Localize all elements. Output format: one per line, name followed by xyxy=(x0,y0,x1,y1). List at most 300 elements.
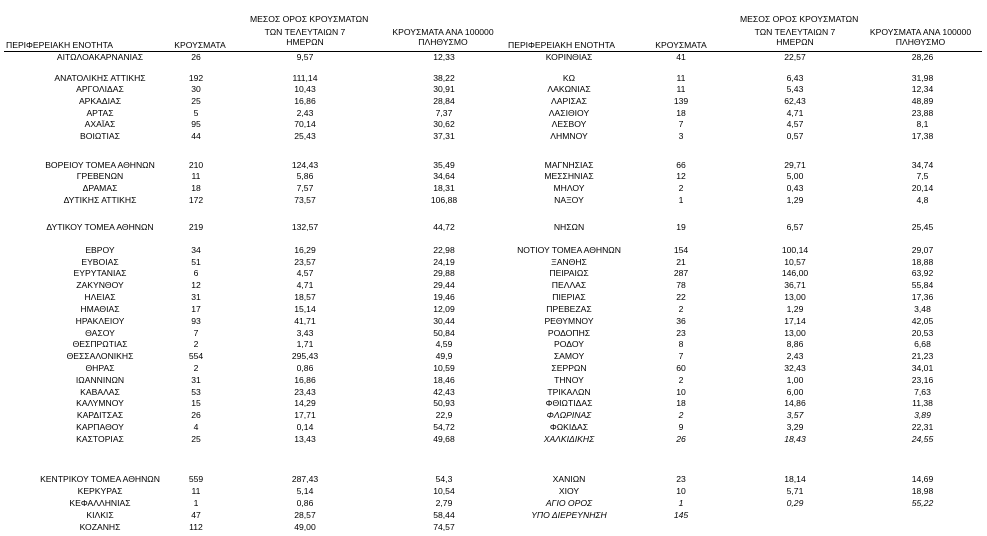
cell-avg7: 0,57 xyxy=(786,131,804,141)
cell-cases: 210 xyxy=(188,160,204,170)
right-table-row xyxy=(0,195,987,206)
cell-per100k: 30,44 xyxy=(433,316,455,326)
cell-per100k: 28,26 xyxy=(911,52,934,62)
cell-name: ΕΥΒΟΙΑΣ xyxy=(81,257,119,267)
cell-name: ΜΕΣΣΗΝΙΑΣ xyxy=(544,171,594,181)
cell-name: ΕΒΡΟΥ xyxy=(85,245,115,255)
cell-cases: 30 xyxy=(191,84,201,94)
header-avg7-line2: ΤΩΝ ΤΕΛΕΥΤΑΙΩΝ 7 xyxy=(264,27,346,37)
cell-per100k: 20,53 xyxy=(911,328,934,338)
cell-per100k: 2,79 xyxy=(435,498,453,508)
cell-avg7: 0,43 xyxy=(786,183,804,193)
cell-per100k: 37,31 xyxy=(433,131,455,141)
cell-cases: 172 xyxy=(188,195,204,205)
cell-cases: 219 xyxy=(188,222,204,232)
right-table-row xyxy=(0,131,987,142)
cell-cases: 11 xyxy=(191,171,201,181)
cell-per100k: 22,98 xyxy=(433,245,455,255)
cell-per100k: 18,98 xyxy=(911,486,934,496)
cell-cases: 145 xyxy=(673,510,689,520)
cell-name: ΠΡΕΒΕΖΑΣ xyxy=(546,304,592,314)
cell-per100k: 49,9 xyxy=(435,351,453,361)
cell-avg7: 62,43 xyxy=(784,96,806,106)
cell-avg7: 14,86 xyxy=(784,398,806,408)
cell-avg7: 0,14 xyxy=(296,422,314,432)
cell-name: ΝΗΣΩΝ xyxy=(553,222,585,232)
right-table-row xyxy=(0,84,987,95)
cell-cases: 19 xyxy=(676,222,686,232)
cell-cases: 11 xyxy=(676,73,686,83)
cell-avg7: 8,86 xyxy=(786,339,804,349)
cell-cases: 10 xyxy=(676,387,686,397)
cell-cases: 192 xyxy=(188,73,204,83)
cell-per100k: 30,91 xyxy=(433,84,455,94)
cell-cases: 25 xyxy=(191,434,201,444)
header-avg7-right xyxy=(740,14,859,47)
cell-cases: 2 xyxy=(678,304,684,314)
right-table-row xyxy=(0,304,987,315)
header-per100k-right xyxy=(858,27,983,47)
cell-name: ΣΕΡΡΩΝ xyxy=(551,363,587,373)
cell-avg7: 22,57 xyxy=(784,52,806,62)
cell-cases: 1 xyxy=(193,498,199,508)
cell-name: ΛΑΣΙΘΙΟΥ xyxy=(548,108,590,118)
header-region-right: ΠΕΡΙΦΕΡΕΙΑΚΗ ΕΝΟΤΗΤΑ xyxy=(508,40,615,50)
cell-cases: 93 xyxy=(191,316,201,326)
cell-avg7: 3,43 xyxy=(296,328,314,338)
cell-per100k: 28,84 xyxy=(433,96,455,106)
cell-avg7: 3,29 xyxy=(786,422,804,432)
right-table-row xyxy=(0,96,987,107)
cell-cases: 78 xyxy=(676,280,686,290)
cell-cases: 36 xyxy=(676,316,686,326)
header-region-left: ΠΕΡΙΦΕΡΕΙΑΚΗ ΕΝΟΤΗΤΑ xyxy=(6,40,113,50)
cell-cases: 8 xyxy=(678,339,684,349)
cell-per100k: 31,98 xyxy=(911,73,934,83)
right-table-row xyxy=(0,280,987,291)
cell-cases: 559 xyxy=(188,474,204,484)
cell-cases: 18 xyxy=(676,108,686,118)
header-per100k-line1: ΚΡΟΥΣΜΑΤΑ ΑΝΑ 100000 xyxy=(392,27,494,37)
cell-avg7: 4,71 xyxy=(786,108,804,118)
cell-cases: 31 xyxy=(191,292,201,302)
cell-avg7: 1,29 xyxy=(786,304,804,314)
cell-name: ΡΟΔΟΠΗΣ xyxy=(547,328,591,338)
cell-name: ΔΥΤΙΚΗΣ ΑΤΤΙΚΗΣ xyxy=(63,195,137,205)
cell-cases: 2 xyxy=(193,339,199,349)
cell-per100k: 42,43 xyxy=(433,387,455,397)
cell-avg7: 5,14 xyxy=(296,486,314,496)
cell-cases: 22 xyxy=(676,292,686,302)
cell-cases: 12 xyxy=(676,171,686,181)
cell-avg7: 15,14 xyxy=(294,304,316,314)
cell-per100k: 18,46 xyxy=(433,375,455,385)
cell-per100k: 23,88 xyxy=(911,108,934,118)
cell-name: ΛΕΣΒΟΥ xyxy=(551,119,587,129)
cell-per100k: 44,72 xyxy=(433,222,455,232)
cell-name: ΧΙΟΥ xyxy=(558,486,580,496)
right-table-row xyxy=(0,486,987,497)
cell-avg7: 6,57 xyxy=(786,222,804,232)
cell-avg7: 0,86 xyxy=(296,363,314,373)
cell-cases: 60 xyxy=(676,363,686,373)
right-table-row xyxy=(0,245,987,256)
cell-per100k: 8,1 xyxy=(916,119,929,129)
cell-per100k: 50,93 xyxy=(433,398,455,408)
right-table-row xyxy=(0,387,987,398)
cell-cases: 5 xyxy=(193,108,199,118)
cell-per100k: 12,34 xyxy=(911,84,934,94)
cell-name: ΚΑΣΤΟΡΙΑΣ xyxy=(76,434,124,444)
cell-cases: 18 xyxy=(676,398,686,408)
cell-per100k: 74,57 xyxy=(433,522,455,532)
cell-cases: 3 xyxy=(678,131,684,141)
cell-per100k: 25,45 xyxy=(911,222,934,232)
cell-cases: 26 xyxy=(191,410,201,420)
cell-name: ΕΥΡΥΤΑΝΙΑΣ xyxy=(73,268,127,278)
cell-name: ΑΧΑΪΑΣ xyxy=(84,119,116,129)
cell-name: ΚΕΝΤΡΙΚΟΥ ΤΟΜΕΑ ΑΘΗΝΩΝ xyxy=(40,474,160,484)
cell-per100k: 6,68 xyxy=(914,339,931,349)
cell-per100k: 19,46 xyxy=(433,292,455,302)
cell-name: ΗΜΑΘΙΑΣ xyxy=(80,304,120,314)
right-table-row xyxy=(0,292,987,303)
cell-name: ΦΩΚΙΔΑΣ xyxy=(549,422,589,432)
cell-avg7: 13,43 xyxy=(294,434,316,444)
header-avg7-line1: ΜΕΣΟΣ ΟΡΟΣ ΚΡΟΥΣΜΑΤΩΝ xyxy=(250,14,369,24)
cell-per100k: 42,05 xyxy=(911,316,934,326)
cell-cases: 7 xyxy=(193,328,199,338)
cell-name: ΝΑΞΟΥ xyxy=(554,195,584,205)
header-cases-left: ΚΡΟΥΣΜΑΤΑ xyxy=(174,40,226,50)
cell-name: ΑΡΓΟΛΙΔΑΣ xyxy=(76,84,124,94)
cell-name: ΛΗΜΝΟΥ xyxy=(550,131,588,141)
cell-avg7: 17,14 xyxy=(784,316,806,326)
cell-avg7: 25,43 xyxy=(294,131,316,141)
cell-avg7: 0,29 xyxy=(786,498,804,508)
right-table-row xyxy=(0,363,987,374)
cell-per100k: 29,44 xyxy=(433,280,455,290)
cell-cases: 287 xyxy=(673,268,689,278)
cell-per100k: 106,88 xyxy=(430,195,458,205)
cell-avg7: 7,57 xyxy=(296,183,314,193)
cell-avg7: 16,86 xyxy=(294,96,316,106)
cell-name: ΘΕΣΠΡΩΤΙΑΣ xyxy=(72,339,128,349)
cell-per100k: 18,88 xyxy=(911,257,934,267)
header-per100k-line1: ΚΡΟΥΣΜΑΤΑ ΑΝΑ 100000 xyxy=(869,27,972,37)
cell-per100k: 50,84 xyxy=(433,328,455,338)
cell-cases: 1 xyxy=(678,498,684,508)
cell-avg7: 4,57 xyxy=(296,268,314,278)
cell-name: ΡΟΔΟΥ xyxy=(554,339,584,349)
cell-cases: 21 xyxy=(676,257,686,267)
cell-name: ΚΑΛΥΜΝΟΥ xyxy=(76,398,124,408)
cell-per100k: 7,63 xyxy=(914,387,931,397)
cell-avg7: 5,86 xyxy=(296,171,314,181)
cell-name: ΦΛΩΡΙΝΑΣ xyxy=(546,410,592,420)
header-avg7-line3: ΗΜΕΡΩΝ xyxy=(286,37,324,47)
cell-name: ΚΟΡΙΝΘΙΑΣ xyxy=(545,52,593,62)
cell-name: ΚΑΒΑΛΑΣ xyxy=(80,387,120,397)
cell-avg7: 23,43 xyxy=(294,387,316,397)
cell-per100k: 30,62 xyxy=(433,119,455,129)
cell-cases: 7 xyxy=(678,119,684,129)
cell-cases: 11 xyxy=(191,486,201,496)
cell-avg7: 5,00 xyxy=(786,171,804,181)
cell-name: ΘΗΡΑΣ xyxy=(85,363,115,373)
cell-per100k: 4,8 xyxy=(916,195,929,205)
right-table-row xyxy=(0,73,987,84)
cell-name: ΤΗΝΟΥ xyxy=(554,375,584,385)
cell-avg7: 0,86 xyxy=(296,498,314,508)
cell-name: ΚΟΖΑΝΗΣ xyxy=(79,522,121,532)
cell-cases: 139 xyxy=(673,96,689,106)
cell-name: ΗΛΕΙΑΣ xyxy=(84,292,116,302)
cell-name: ΛΑΡΙΣΑΣ xyxy=(551,96,587,106)
cell-avg7: 41,71 xyxy=(294,316,316,326)
cell-name: ΓΡΕΒΕΝΩΝ xyxy=(76,171,124,181)
cell-name: ΚΕΡΚΥΡΑΣ xyxy=(77,486,123,496)
cell-avg7: 6,00 xyxy=(786,387,804,397)
cell-cases: 26 xyxy=(676,434,686,444)
cell-cases: 53 xyxy=(191,387,201,397)
cell-name: ΞΑΝΘΗΣ xyxy=(551,257,587,267)
cell-avg7: 16,29 xyxy=(294,245,316,255)
cell-per100k: 34,01 xyxy=(911,363,934,373)
cell-name: ΠΕΙΡΑΙΩΣ xyxy=(549,268,589,278)
cell-cases: 17 xyxy=(191,304,201,314)
cell-cases: 7 xyxy=(678,351,684,361)
right-table-row xyxy=(0,339,987,350)
cell-avg7: 124,43 xyxy=(291,160,319,170)
cell-avg7: 10,43 xyxy=(294,84,316,94)
cell-name: ΠΙΕΡΙΑΣ xyxy=(552,292,586,302)
cell-cases: 44 xyxy=(191,131,201,141)
cell-per100k: 38,22 xyxy=(433,73,455,83)
cell-avg7: 3,57 xyxy=(786,410,804,420)
cell-name: ΖΑΚΥΝΘΟΥ xyxy=(76,280,124,290)
cell-per100k: 7,37 xyxy=(435,108,453,118)
cell-cases: 2 xyxy=(678,375,684,385)
right-table-row xyxy=(0,119,987,130)
cell-per100k: 63,92 xyxy=(911,268,934,278)
cell-per100k: 17,36 xyxy=(911,292,934,302)
cell-per100k: 10,54 xyxy=(433,486,455,496)
right-table-row xyxy=(0,410,987,421)
cell-avg7: 1,00 xyxy=(786,375,804,385)
cell-per100k: 11,38 xyxy=(912,398,933,408)
right-table-row xyxy=(0,316,987,327)
cell-name: ΑΡΚΑΔΙΑΣ xyxy=(78,96,122,106)
header-avg7-left xyxy=(250,14,369,47)
cell-name: ΜΗΛΟΥ xyxy=(553,183,585,193)
cell-name: ΣΑΜΟΥ xyxy=(553,351,585,361)
cell-cases: 41 xyxy=(676,52,686,62)
cell-name: ΚΑΡΠΑΘΟΥ xyxy=(76,422,124,432)
right-table-row xyxy=(0,422,987,433)
cell-avg7: 49,00 xyxy=(294,522,316,532)
cell-per100k: 4,59 xyxy=(435,339,453,349)
cell-avg7: 9,57 xyxy=(296,52,314,62)
cell-cases: 154 xyxy=(673,245,689,255)
cell-avg7: 100,14 xyxy=(781,245,809,255)
cell-name: ΦΘΙΩΤΙΔΑΣ xyxy=(545,398,593,408)
cell-name: ΧΑΛΚΙΔΙΚΗΣ xyxy=(543,434,595,444)
cell-cases: 9 xyxy=(678,422,684,432)
cell-cases: 23 xyxy=(676,328,686,338)
cell-per100k: 12,09 xyxy=(433,304,455,314)
cell-name: ΧΑΝΙΩΝ xyxy=(552,474,586,484)
cell-name: ΘΕΣΣΑΛΟΝΙΚΗΣ xyxy=(66,351,134,361)
cell-cases: 554 xyxy=(188,351,204,361)
cell-cases: 1 xyxy=(678,195,684,205)
cell-name: ΑΝΑΤΟΛΙΚΗΣ ΑΤΤΙΚΗΣ xyxy=(54,73,146,83)
cell-per100k: 49,68 xyxy=(433,434,455,444)
cell-name: ΗΡΑΚΛΕΙΟΥ xyxy=(75,316,125,326)
cell-per100k: 24,19 xyxy=(433,257,455,267)
right-table-row xyxy=(0,474,987,485)
cell-cases: 12 xyxy=(191,280,201,290)
right-table-row xyxy=(0,108,987,119)
cell-avg7: 18,57 xyxy=(294,292,316,302)
header-per100k-line2: ΠΛΗΘΥΣΜΟ xyxy=(895,37,946,47)
cell-cases: 66 xyxy=(676,160,686,170)
right-table-row xyxy=(0,498,987,509)
cell-avg7: 13,00 xyxy=(784,328,806,338)
cell-per100k: 22,9 xyxy=(435,410,453,420)
right-table-row xyxy=(0,222,987,233)
right-table-row xyxy=(0,257,987,268)
cell-avg7: 1,29 xyxy=(786,195,804,205)
cell-name: ΚΕΦΑΛΛΗΝΙΑΣ xyxy=(69,498,131,508)
cell-cases: 6 xyxy=(193,268,199,278)
header-avg7-line2: ΤΩΝ ΤΕΛΕΥΤΑΙΩΝ 7 xyxy=(754,27,836,37)
cell-cases: 112 xyxy=(189,522,203,532)
cell-avg7: 10,57 xyxy=(784,257,806,267)
cell-per100k: 54,3 xyxy=(435,474,453,484)
cell-avg7: 146,00 xyxy=(781,268,809,278)
right-table-row xyxy=(0,510,987,521)
cell-avg7: 29,71 xyxy=(784,160,806,170)
right-table-row xyxy=(0,375,987,386)
cell-per100k: 54,72 xyxy=(433,422,455,432)
cell-per100k: 20,14 xyxy=(911,183,934,193)
cell-avg7: 1,71 xyxy=(296,339,314,349)
cell-avg7: 295,43 xyxy=(291,351,319,361)
cell-cases: 2 xyxy=(678,410,684,420)
cell-per100k: 34,64 xyxy=(433,171,455,181)
cell-avg7: 18,43 xyxy=(784,434,806,444)
cell-avg7: 5,43 xyxy=(786,84,804,94)
cell-avg7: 16,86 xyxy=(294,375,316,385)
cell-per100k: 35,49 xyxy=(433,160,455,170)
cell-name: ΚΑΡΔΙΤΣΑΣ xyxy=(76,410,124,420)
cell-avg7: 6,43 xyxy=(786,73,804,83)
cell-per100k: 14,69 xyxy=(911,474,934,484)
right-table-row xyxy=(0,268,987,279)
cell-avg7: 28,57 xyxy=(294,510,316,520)
cell-per100k: 7,5 xyxy=(916,171,929,181)
header-per100k-line2: ΠΛΗΘΥΣΜΟ xyxy=(418,37,468,47)
cell-cases: 51 xyxy=(191,257,201,267)
cell-per100k: 55,22 xyxy=(911,498,934,508)
cell-name: ΔΡΑΜΑΣ xyxy=(82,183,118,193)
right-table-row xyxy=(0,434,987,445)
cell-name: ΜΑΓΝΗΣΙΑΣ xyxy=(544,160,594,170)
cell-avg7: 111,14 xyxy=(292,73,318,83)
right-table-row xyxy=(0,398,987,409)
header-avg7-line1: ΜΕΣΟΣ ΟΡΟΣ ΚΡΟΥΣΜΑΤΩΝ xyxy=(740,14,859,24)
cell-cases: 4 xyxy=(193,422,199,432)
cell-cases: 25 xyxy=(191,96,201,106)
right-table-row xyxy=(0,171,987,182)
right-table-row xyxy=(0,52,987,63)
cell-avg7: 23,57 xyxy=(294,257,316,267)
cell-per100k: 22,31 xyxy=(911,422,934,432)
cell-cases: 10 xyxy=(676,486,686,496)
cell-cases: 2 xyxy=(678,183,684,193)
cell-cases: 11 xyxy=(676,84,686,94)
cell-per100k: 55,84 xyxy=(911,280,934,290)
cell-cases: 15 xyxy=(191,398,201,408)
cell-per100k: 29,07 xyxy=(911,245,934,255)
cell-per100k: 24,55 xyxy=(911,434,934,444)
cell-name: ΘΑΣΟΥ xyxy=(85,328,115,338)
cell-avg7: 17,71 xyxy=(294,410,316,420)
cell-per100k: 48,89 xyxy=(911,96,934,106)
cell-avg7: 14,29 xyxy=(294,398,316,408)
cell-per100k: 3,89 xyxy=(914,410,931,420)
cell-name: ΠΕΛΛΑΣ xyxy=(551,280,587,290)
cell-name: ΒΟΙΩΤΙΑΣ xyxy=(80,131,120,141)
cell-name: ΒΟΡΕΙΟΥ ΤΟΜΕΑ ΑΘΗΝΩΝ xyxy=(45,160,155,170)
cell-avg7: 287,43 xyxy=(291,474,319,484)
cell-avg7: 2,43 xyxy=(296,108,314,118)
cell-cases: 2 xyxy=(193,363,199,373)
cell-name: ΡΕΘΥΜΝΟΥ xyxy=(544,316,594,326)
right-table-row xyxy=(0,351,987,362)
cell-per100k: 23,16 xyxy=(911,375,934,385)
right-table-row xyxy=(0,328,987,339)
cell-avg7: 18,14 xyxy=(784,474,806,484)
cell-per100k: 21,23 xyxy=(911,351,934,361)
cell-avg7: 36,71 xyxy=(784,280,806,290)
cell-cases: 34 xyxy=(191,245,201,255)
cell-name: ΑΡΤΑΣ xyxy=(86,108,114,118)
cell-avg7: 4,71 xyxy=(296,280,314,290)
cell-name: ΝΟΤΙΟΥ ΤΟΜΕΑ ΑΘΗΝΩΝ xyxy=(517,245,621,255)
cell-per100k: 17,38 xyxy=(911,131,934,141)
cell-avg7: 32,43 xyxy=(784,363,806,373)
left-table-row xyxy=(0,522,987,533)
cell-avg7: 4,57 xyxy=(786,119,804,129)
cell-name: ΥΠΟ ΔΙΕΡΕΥΝΗΣΗ xyxy=(531,510,607,520)
cell-name: ΛΑΚΩΝΙΑΣ xyxy=(547,84,591,94)
cell-cases: 26 xyxy=(191,52,201,62)
cell-name: ΑΙΤΩΛΟΑΚΑΡΝΑΝΙΑΣ xyxy=(56,52,144,62)
cell-avg7: 70,14 xyxy=(294,119,316,129)
cell-name: ΔΥΤΙΚΟΥ ΤΟΜΕΑ ΑΘΗΝΩΝ xyxy=(46,222,154,232)
cell-per100k: 18,31 xyxy=(433,183,455,193)
cell-cases: 18 xyxy=(191,183,201,193)
cell-cases: 31 xyxy=(191,375,201,385)
cell-name: ΙΩΑΝΝΙΝΩΝ xyxy=(75,375,125,385)
header-cases-right: ΚΡΟΥΣΜΑΤΑ xyxy=(655,40,707,50)
right-table-row xyxy=(0,183,987,194)
cell-avg7: 132,57 xyxy=(291,222,319,232)
cell-avg7: 73,57 xyxy=(294,195,316,205)
cell-per100k: 12,33 xyxy=(433,52,455,62)
